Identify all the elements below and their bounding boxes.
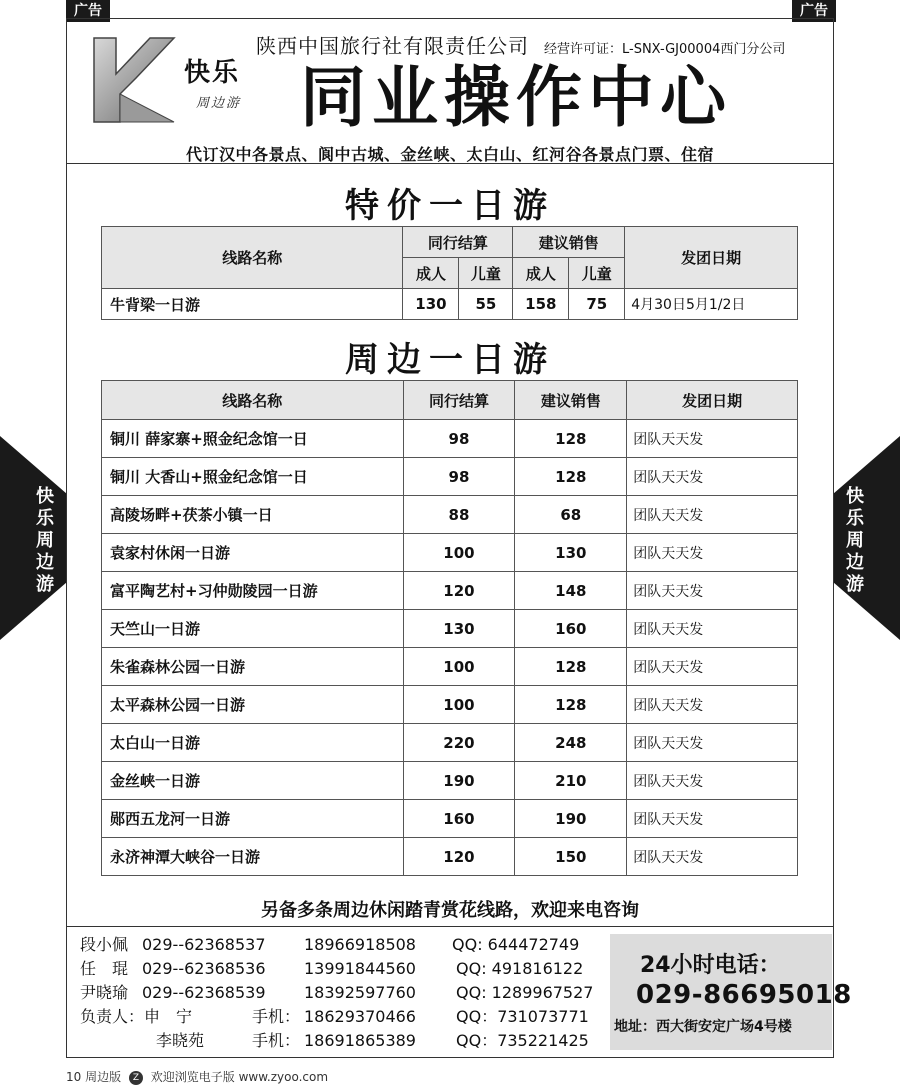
route-name: 铜川 薛家寨+照金纪念馆一日 [102, 420, 404, 458]
ad-tag-left: 广告 [66, 0, 110, 22]
suggest-price: 150 [515, 838, 627, 876]
ad-tag-right: 广告 [792, 0, 836, 22]
departure-date: 团队天天发 [627, 762, 798, 800]
suggest-price: 128 [515, 458, 627, 496]
departure-date: 团队天天发 [627, 838, 798, 876]
more-routes-note: 另备多条周边休闲踏青赏花线路，欢迎来电咨询 [261, 900, 639, 921]
route-name: 永济神潭大峡谷一日游 [102, 838, 404, 876]
table-row [102, 420, 798, 458]
side-tab-right-text: 快 乐 周 边 游 [846, 486, 864, 595]
contact-qq: QQ：731073771 [456, 1007, 589, 1026]
suggest-price: 128 [515, 686, 627, 724]
col-header-sug-adult: 成人 [513, 258, 569, 289]
peer-child-price: 55 [459, 289, 513, 320]
route-name: 高陵场畔+茯茶小镇一日 [102, 496, 404, 534]
col-header-date: 发团日期 [627, 381, 798, 420]
zyoo-logo-icon: Z [129, 1071, 143, 1085]
peer-price: 100 [403, 534, 515, 572]
contact-qq: QQ: 491816122 [456, 959, 584, 978]
departure-date: 团队天天发 [627, 496, 798, 534]
special-table [101, 226, 798, 320]
contact-tel: 029--62368539 [142, 983, 266, 1002]
table-row [102, 289, 798, 320]
route-name: 富平陶艺村+习仲勋陵园一日游 [102, 572, 404, 610]
company-name: 陕西中国旅行社有限责任公司 [256, 34, 529, 58]
contact-mobile: 18392597760 [304, 983, 416, 1002]
col-header-peer-adult: 成人 [403, 258, 459, 289]
table-row [102, 686, 798, 724]
suggest-price: 128 [515, 420, 627, 458]
departure-date: 团队天天发 [627, 572, 798, 610]
col-header-peer-child: 儿童 [459, 258, 513, 289]
departure-date: 团队天天发 [627, 648, 798, 686]
table-row [102, 724, 798, 762]
route-name: 牛背梁一日游 [102, 289, 403, 320]
departure-date: 团队天天发 [627, 686, 798, 724]
suggest-price: 68 [515, 496, 627, 534]
contact-tel: 手机： [252, 1031, 301, 1050]
col-header-peer: 同行结算 [403, 227, 513, 258]
special-section-title: 特价一日游 [345, 186, 555, 226]
side-tab-left-text: 快 乐 周 边 游 [36, 486, 54, 595]
services-line: 代订汉中各景点、阆中古城、金丝峡、太白山、红河谷各景点门票、住宿 [185, 145, 714, 164]
peer-price: 160 [403, 800, 515, 838]
peer-price: 130 [403, 610, 515, 648]
route-name: 郧西五龙河一日游 [102, 800, 404, 838]
table-row [102, 458, 798, 496]
license-number: 经营许可证：L-SNX-GJ00004西门分公司 [544, 42, 786, 57]
col-header-suggest: 建议销售 [515, 381, 627, 420]
suggest-price: 130 [515, 534, 627, 572]
contact-mobile: 18691865389 [304, 1031, 416, 1050]
table-row [102, 838, 798, 876]
hotline-number: 029-86695018 [636, 980, 852, 1010]
route-name: 朱雀森林公园一日游 [102, 648, 404, 686]
route-name: 铜川 大香山+照金纪念馆一日 [102, 458, 404, 496]
peer-adult-price: 130 [403, 289, 459, 320]
table-row [102, 648, 798, 686]
peer-price: 220 [403, 724, 515, 762]
col-header-sug-child: 儿童 [569, 258, 625, 289]
col-header-peer: 同行结算 [403, 381, 515, 420]
col-header-suggest: 建议销售 [513, 227, 625, 258]
contact-tel: 029--62368536 [142, 959, 266, 978]
suggest-price: 148 [515, 572, 627, 610]
col-header-route: 线路名称 [102, 381, 404, 420]
peer-price: 100 [403, 686, 515, 724]
side-tab-left [0, 436, 66, 640]
logo-subtitle: 周边游 [196, 96, 242, 111]
nearby-section-title: 周边一日游 [345, 340, 555, 380]
contact-tel: 手机： [252, 1007, 301, 1026]
table-row [102, 762, 798, 800]
contact-name: 任 琨 [80, 959, 129, 978]
k-logo-icon [90, 34, 178, 126]
peer-price: 100 [403, 648, 515, 686]
office-address: 地址：西大街安定广场4号楼 [614, 1019, 792, 1035]
suggest-price: 210 [515, 762, 627, 800]
suggest-child-price: 75 [569, 289, 625, 320]
route-name: 太平森林公园一日游 [102, 686, 404, 724]
contact-name: 李晓苑 [156, 1031, 205, 1050]
hotline-label: 24小时电话： [640, 953, 781, 978]
departure-date: 团队天天发 [627, 534, 798, 572]
suggest-price: 248 [515, 724, 627, 762]
table-row [102, 610, 798, 648]
departure-date: 团队天天发 [627, 420, 798, 458]
suggest-adult-price: 158 [513, 289, 569, 320]
departure-date: 团队天天发 [627, 610, 798, 648]
suggest-price: 160 [515, 610, 627, 648]
col-header-route: 线路名称 [102, 227, 403, 289]
peer-price: 190 [403, 762, 515, 800]
col-header-date: 发团日期 [625, 227, 798, 289]
departure-date: 4月30日5月1/2日 [625, 289, 798, 320]
nearby-table [101, 380, 798, 876]
contact-divider [66, 926, 834, 927]
route-name: 太白山一日游 [102, 724, 404, 762]
contact-mobile: 13991844560 [304, 959, 416, 978]
peer-price: 120 [403, 572, 515, 610]
contact-mobile: 18966918508 [304, 935, 416, 954]
table-row [102, 572, 798, 610]
contact-mobile: 18629370466 [304, 1007, 416, 1026]
table-row [102, 534, 798, 572]
page-number: 10 周边版 [66, 1070, 122, 1084]
suggest-price: 128 [515, 648, 627, 686]
contact-qq: QQ: 1289967527 [456, 983, 594, 1002]
peer-price: 88 [403, 496, 515, 534]
contact-name: 负责人：申 宁 [80, 1007, 193, 1026]
route-name: 天竺山一日游 [102, 610, 404, 648]
peer-price: 120 [403, 838, 515, 876]
departure-date: 团队天天发 [627, 724, 798, 762]
departure-date: 团队天天发 [627, 800, 798, 838]
table-row [102, 800, 798, 838]
contact-qq: QQ：735221425 [456, 1031, 589, 1050]
peer-price: 98 [403, 420, 515, 458]
peer-price: 98 [403, 458, 515, 496]
contact-name: 段小佩 [80, 935, 129, 954]
departure-date: 团队天天发 [627, 458, 798, 496]
route-name: 袁家村休闲一日游 [102, 534, 404, 572]
route-name: 金丝峡一日游 [102, 762, 404, 800]
suggest-price: 190 [515, 800, 627, 838]
contact-tel: 029--62368537 [142, 935, 266, 954]
page-title: 同业操作中心 [300, 59, 732, 136]
footer-text: 欢迎浏览电子版 www.zyoo.com [150, 1070, 329, 1084]
contact-name: 尹晓瑜 [80, 983, 129, 1002]
logo-name: 快乐 [184, 58, 241, 88]
contact-qq: QQ: 644472749 [452, 935, 580, 954]
page-footer [66, 1068, 328, 1085]
table-row [102, 496, 798, 534]
